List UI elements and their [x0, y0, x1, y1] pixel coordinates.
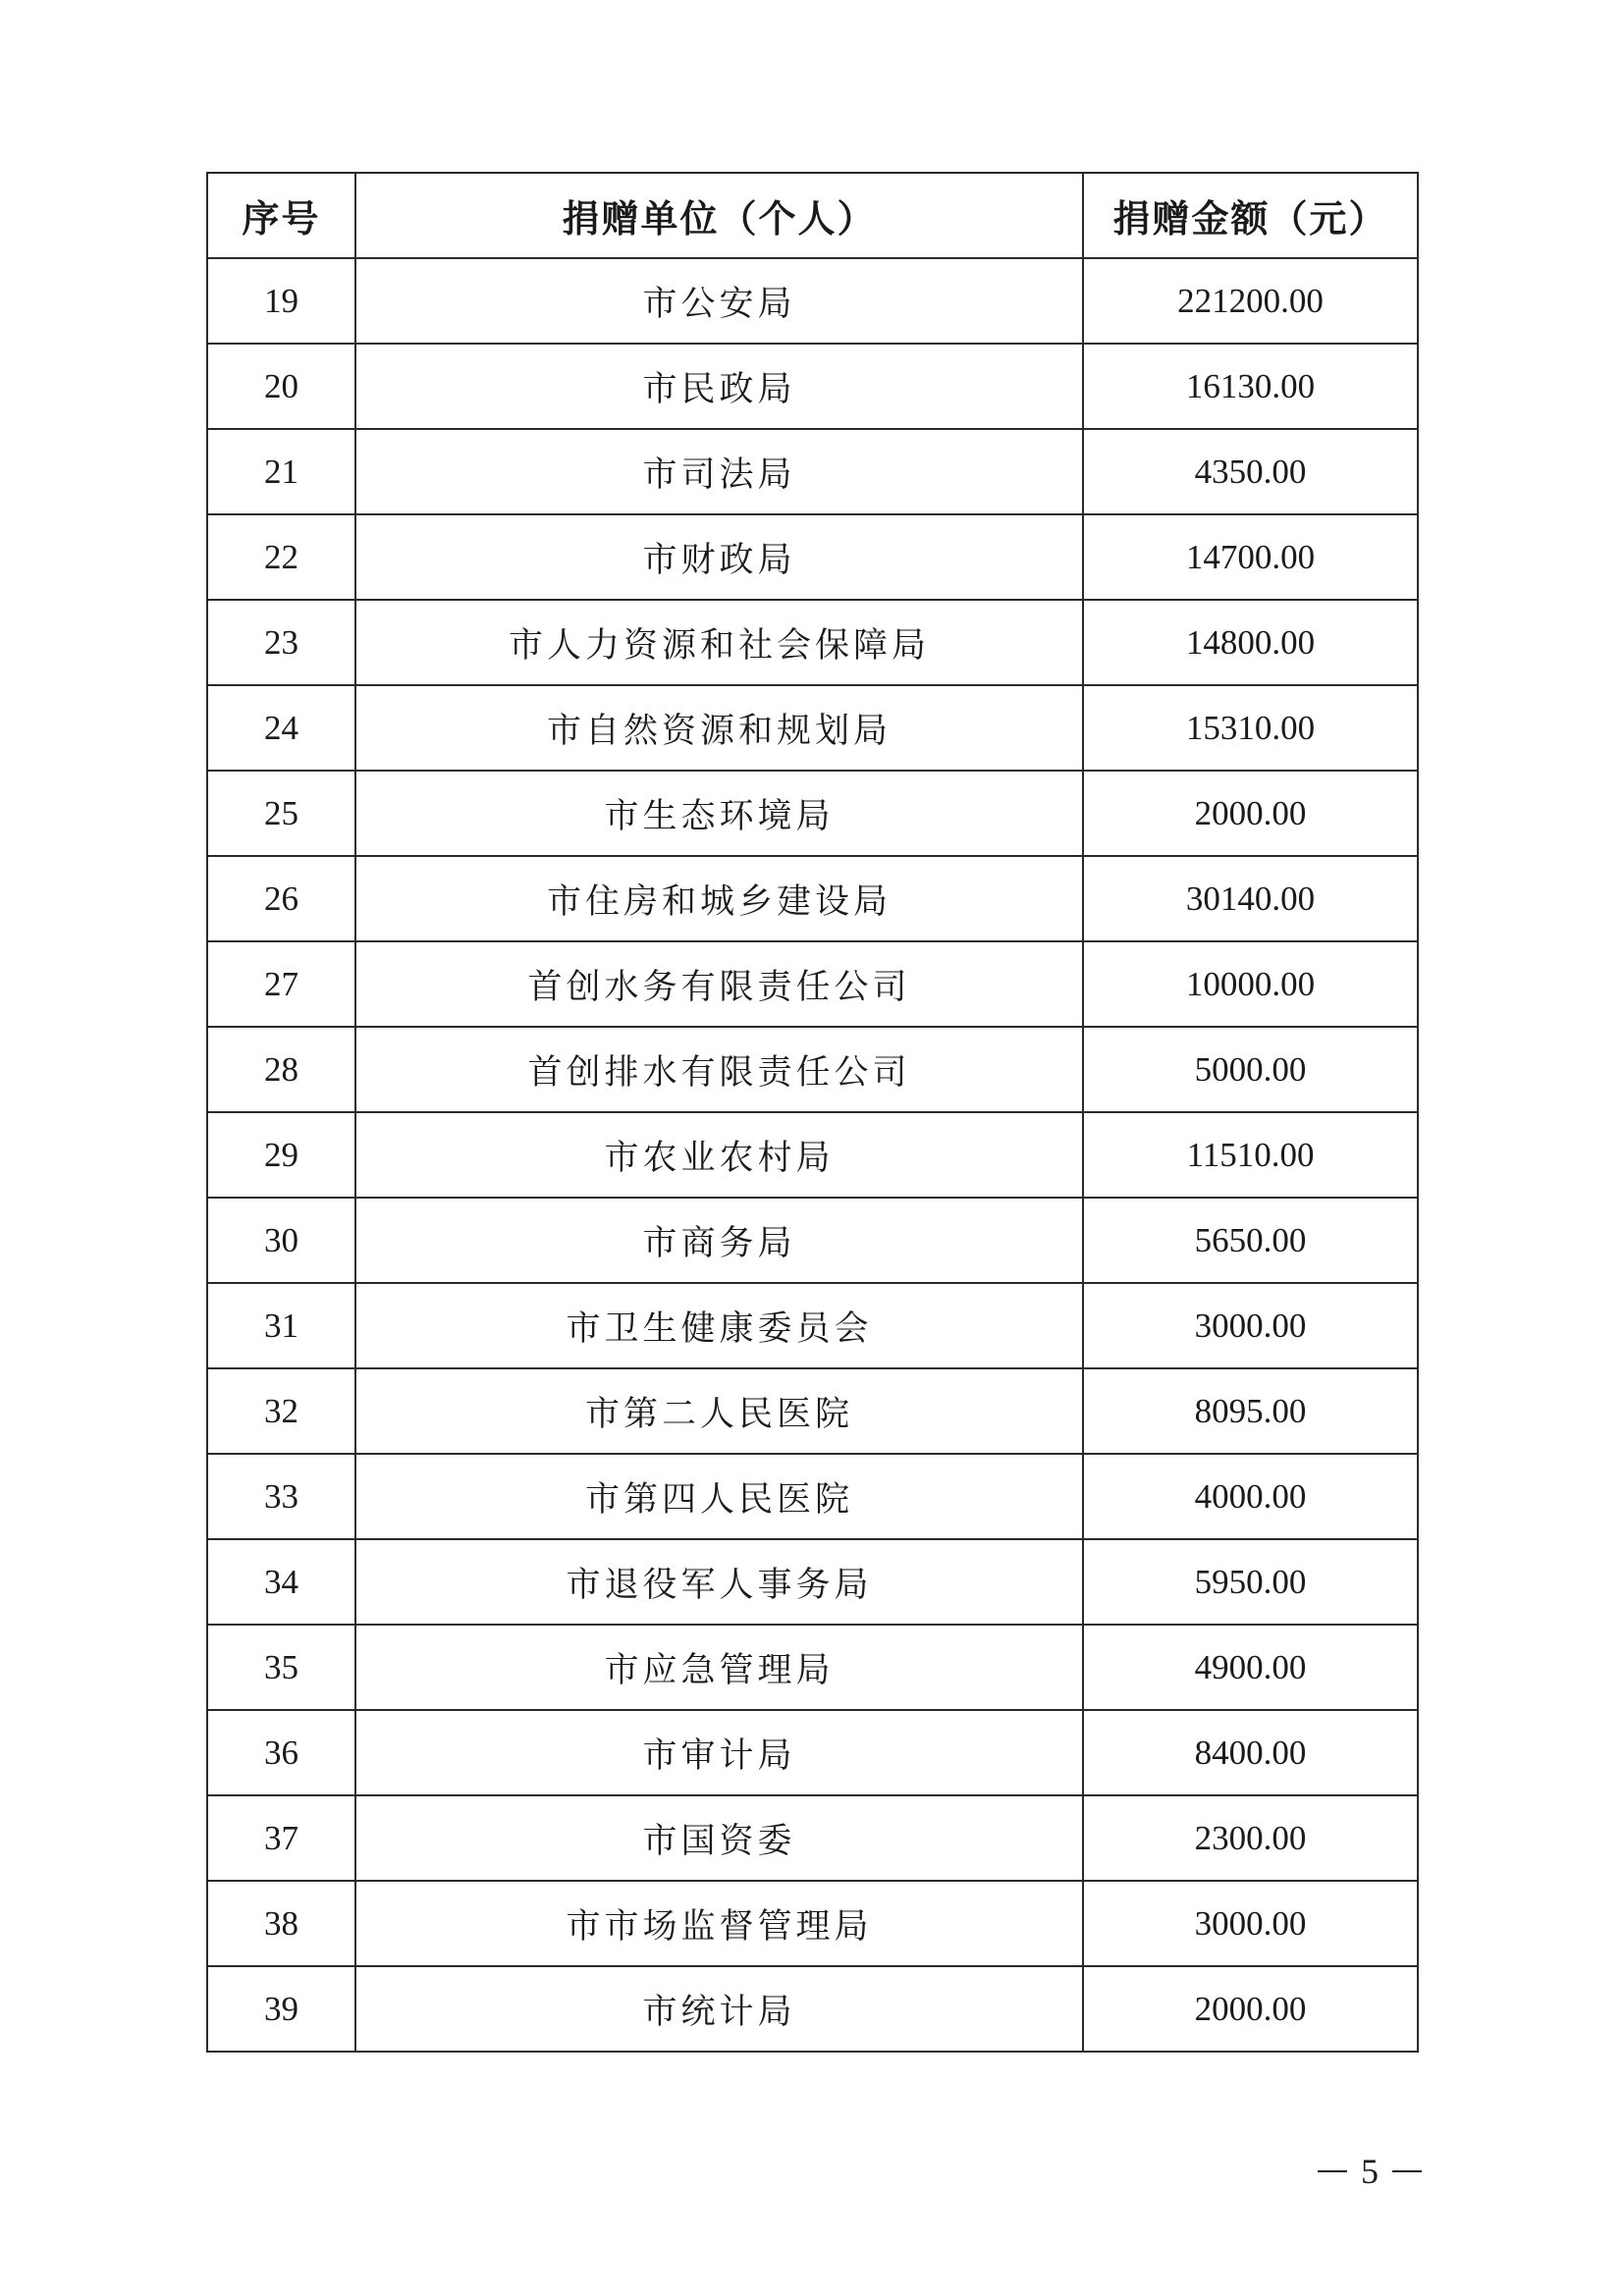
row-donor-unit: 市住房和城乡建设局 — [355, 856, 1083, 941]
row-donation-amount: 4000.00 — [1083, 1454, 1418, 1539]
page-number-dash-left — [1318, 2170, 1347, 2172]
table-header — [207, 173, 1418, 258]
header-donation-amount: 捐赠金额（元） — [1083, 173, 1418, 258]
row-donor-unit: 市人力资源和社会保障局 — [355, 600, 1083, 685]
table-row — [207, 1454, 1418, 1539]
row-donor-unit: 市第四人民医院 — [355, 1454, 1083, 1539]
row-donation-amount: 11510.00 — [1083, 1112, 1418, 1198]
table-row — [207, 1881, 1418, 1966]
page-number-dash-right — [1392, 2170, 1422, 2172]
row-donor-unit: 市国资委 — [355, 1795, 1083, 1881]
row-donation-amount: 3000.00 — [1083, 1881, 1418, 1966]
row-donor-unit: 市农业农村局 — [355, 1112, 1083, 1198]
table-row — [207, 1539, 1418, 1625]
row-index: 37 — [207, 1795, 355, 1881]
row-index: 32 — [207, 1368, 355, 1454]
row-donation-amount: 14800.00 — [1083, 600, 1418, 685]
row-donor-unit: 市公安局 — [355, 258, 1083, 344]
page-number — [1306, 2150, 1434, 2193]
table-row — [207, 258, 1418, 344]
row-index: 38 — [207, 1881, 355, 1966]
table-row — [207, 685, 1418, 771]
row-index: 29 — [207, 1112, 355, 1198]
row-donation-amount: 16130.00 — [1083, 344, 1418, 429]
header-row — [207, 173, 1418, 258]
table-row — [207, 429, 1418, 514]
row-donation-amount: 4900.00 — [1083, 1625, 1418, 1710]
row-donor-unit: 市商务局 — [355, 1198, 1083, 1283]
row-donation-amount: 5650.00 — [1083, 1198, 1418, 1283]
row-index: 23 — [207, 600, 355, 685]
row-index: 24 — [207, 685, 355, 771]
row-index: 19 — [207, 258, 355, 344]
table-row — [207, 514, 1418, 600]
header-index: 序号 — [207, 173, 355, 258]
row-donation-amount: 5950.00 — [1083, 1539, 1418, 1625]
row-donation-amount: 8095.00 — [1083, 1368, 1418, 1454]
row-donation-amount: 5000.00 — [1083, 1027, 1418, 1112]
row-index: 34 — [207, 1539, 355, 1625]
row-donor-unit: 市应急管理局 — [355, 1625, 1083, 1710]
table-row — [207, 1198, 1418, 1283]
row-index: 39 — [207, 1966, 355, 2052]
table-row — [207, 941, 1418, 1027]
row-donation-amount: 2000.00 — [1083, 1966, 1418, 2052]
table-row — [207, 1368, 1418, 1454]
row-donor-unit: 市统计局 — [355, 1966, 1083, 2052]
row-donation-amount: 3000.00 — [1083, 1283, 1418, 1368]
row-index: 27 — [207, 941, 355, 1027]
row-donor-unit: 市市场监督管理局 — [355, 1881, 1083, 1966]
row-index: 22 — [207, 514, 355, 600]
row-index: 26 — [207, 856, 355, 941]
row-donation-amount: 8400.00 — [1083, 1710, 1418, 1795]
row-donation-amount: 4350.00 — [1083, 429, 1418, 514]
row-index: 35 — [207, 1625, 355, 1710]
row-donor-unit: 市财政局 — [355, 514, 1083, 600]
row-donation-amount: 2300.00 — [1083, 1795, 1418, 1881]
row-donor-unit: 市司法局 — [355, 429, 1083, 514]
row-donor-unit: 市民政局 — [355, 344, 1083, 429]
row-donation-amount: 30140.00 — [1083, 856, 1418, 941]
table-row — [207, 771, 1418, 856]
row-donor-unit: 市自然资源和规划局 — [355, 685, 1083, 771]
table-row — [207, 1283, 1418, 1368]
row-donor-unit: 市卫生健康委员会 — [355, 1283, 1083, 1368]
donation-table — [206, 172, 1419, 2053]
table-row — [207, 856, 1418, 941]
row-donor-unit: 市审计局 — [355, 1710, 1083, 1795]
row-donor-unit: 首创水务有限责任公司 — [355, 941, 1083, 1027]
row-index: 30 — [207, 1198, 355, 1283]
row-donor-unit: 市第二人民医院 — [355, 1368, 1083, 1454]
table-row — [207, 1795, 1418, 1881]
table-row — [207, 1710, 1418, 1795]
row-donation-amount: 15310.00 — [1083, 685, 1418, 771]
table-row — [207, 600, 1418, 685]
row-index: 31 — [207, 1283, 355, 1368]
table-row — [207, 1625, 1418, 1710]
row-donation-amount: 14700.00 — [1083, 514, 1418, 600]
page-number-value: 5 — [1361, 2152, 1379, 2191]
row-donation-amount: 2000.00 — [1083, 771, 1418, 856]
row-index: 21 — [207, 429, 355, 514]
row-index: 28 — [207, 1027, 355, 1112]
row-donation-amount: 221200.00 — [1083, 258, 1418, 344]
table-row — [207, 344, 1418, 429]
row-donation-amount: 10000.00 — [1083, 941, 1418, 1027]
table-row — [207, 1112, 1418, 1198]
row-donor-unit: 市生态环境局 — [355, 771, 1083, 856]
row-index: 36 — [207, 1710, 355, 1795]
row-donor-unit: 市退役军人事务局 — [355, 1539, 1083, 1625]
table-body — [207, 258, 1418, 2052]
row-index: 20 — [207, 344, 355, 429]
table-row — [207, 1966, 1418, 2052]
row-donor-unit: 首创排水有限责任公司 — [355, 1027, 1083, 1112]
table-row — [207, 1027, 1418, 1112]
header-donor-unit: 捐赠单位（个人） — [355, 173, 1083, 258]
row-index: 33 — [207, 1454, 355, 1539]
row-index: 25 — [207, 771, 355, 856]
